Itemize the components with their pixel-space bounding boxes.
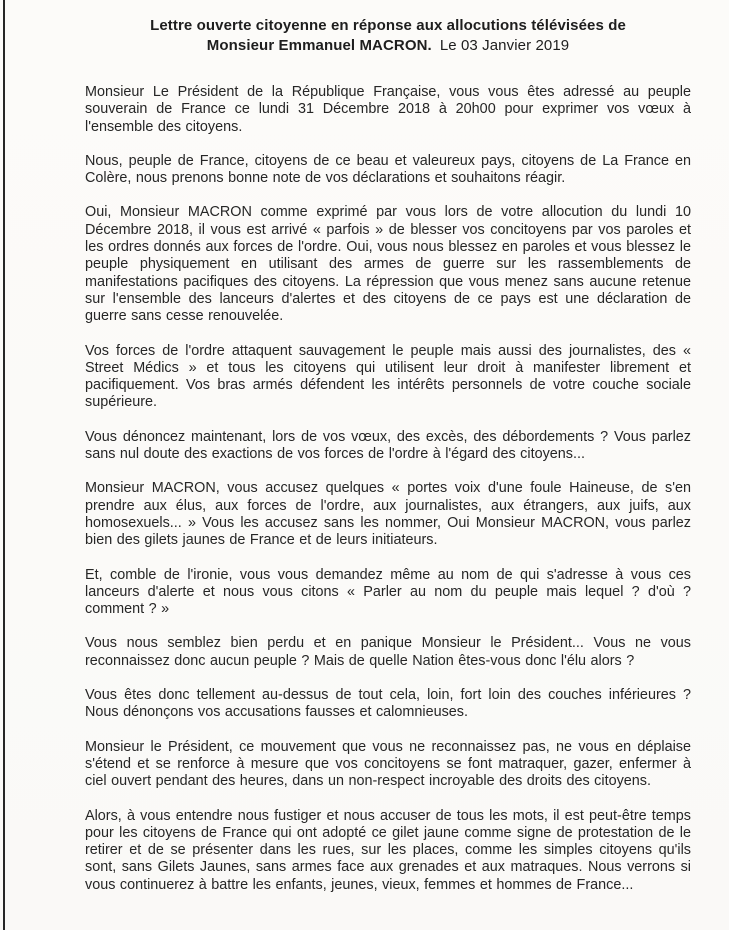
letter-title — [85, 16, 691, 56]
paragraph-11: Alors, à vous entendre nous fustiger et nous accuser de tous les mots, il est peut-être temps pour les citoyens de France qui ont adopté ce gilet jaune comme signe de protestation de le retirer et de se présenter dans les rues, sur les places, comme les simples citoyens qu'ils sont, sans Gilets Jaunes, sans armes face aux grenades et aux matraques. Nous verrons si vous continuerez à battre les enfants, jeunes, vieux, femmes et hommes de France... — [85, 807, 691, 893]
letter-content — [85, 16, 691, 894]
title-date: Le 03 Janvier 2019 — [439, 37, 570, 54]
paragraph-10: Monsieur le Président, ce mouvement que vous ne reconnaissez pas, ne vous en déplaise s'étend et se renforce à mesure que vos concitoyens se font matraquer, gazer, enfermer à ciel ouvert pendant des heures, dans un non-respect incroyable des droits des citoyens. — [85, 738, 691, 790]
paragraph-9: Vous êtes donc tellement au-dessus de tout cela, loin, fort loin des couches inférieures ? Nous dénonçons vos accusations fausses et calomnieuses. — [85, 687, 691, 721]
paragraph-6: Monsieur MACRON, vous accusez quelques « portes voix d'une foule Haineuse, de s'en prendre aux élus, aux forces de l'ordre, aux journalistes, aux étrangers, aux juifs, aux homosexuels... » Vous les accusez sans les nommer, Oui Monsieur MACRON, vous parlez bien des gilets jaunes de France et de leurs initiateurs. — [85, 480, 691, 549]
paragraph-8: Vous nous semblez bien perdu et en panique Monsieur le Président... Vous ne vous reconnaissez donc aucun peuple ? Mais de quelle Nation êtes-vous donc l'élu alors ? — [85, 635, 691, 669]
paragraph-2: Nous, peuple de France, citoyens de ce beau et valeureux pays, citoyens de La France en Colère, nous prenons bonne note de vos déclarations et souhaitons réagir. — [85, 152, 691, 187]
paragraph-5: Vous dénoncez maintenant, lors de vos vœux, des excès, des débordements ? Vous parlez sans nul doute des exactions de vos forces de l'ordre à l'égard des citoyens... — [85, 428, 691, 463]
paragraph-4: Vos forces de l'ordre attaquent sauvagement le peuple mais aussi des journalistes, des « Street Médics » et tous les citoyens qui utilisent leur droit à manifester librement et pacifiquement. Vos bras armés défendent les intérêts personnels de votre couche sociale supérieure. — [85, 342, 691, 411]
scan-edge-artifact — [3, 0, 5, 930]
letter-body — [85, 84, 691, 894]
title-line-1: Lettre ouverte citoyenne en réponse aux allocutions télévisées de — [150, 17, 626, 34]
paragraph-salutation: Monsieur Le Président de la République Française, vous vous êtes adressé au peuple souverain de France ce lundi 31 Décembre 2018 à 20h00 pour exprimer vos vœux à l'ensemble des citoyens. — [85, 84, 691, 135]
title-line-2-subject: Monsieur Emmanuel MACRON. — [206, 37, 432, 54]
paragraph-3: Oui, Monsieur MACRON comme exprimé par vous lors de votre allocution du lundi 10 Décembre 2018, il vous est arrivé « parfois » de blesser vos concitoyens par vos paroles et les ordres donnés aux forces de l'ordre. Oui, vous nous blessez en paroles et vous blessez le peuple physiquement en utilisant des armes de guerre sur les rassemblements de manifestations pacifiques des citoyens. La répression que vous menez sans aucune retenue sur l'ensemble des lanceurs d'alertes et des citoyens de ce pays est une déclaration de guerre sans cesse renouvelée. — [85, 204, 691, 325]
paragraph-7: Et, comble de l'ironie, vous vous demandez même au nom de qui s'adresse à vous ces lanceurs d'alerte et nous vous citons « Parler au nom du peuple mais lequel ? d'où ? comment ? » — [85, 566, 691, 618]
